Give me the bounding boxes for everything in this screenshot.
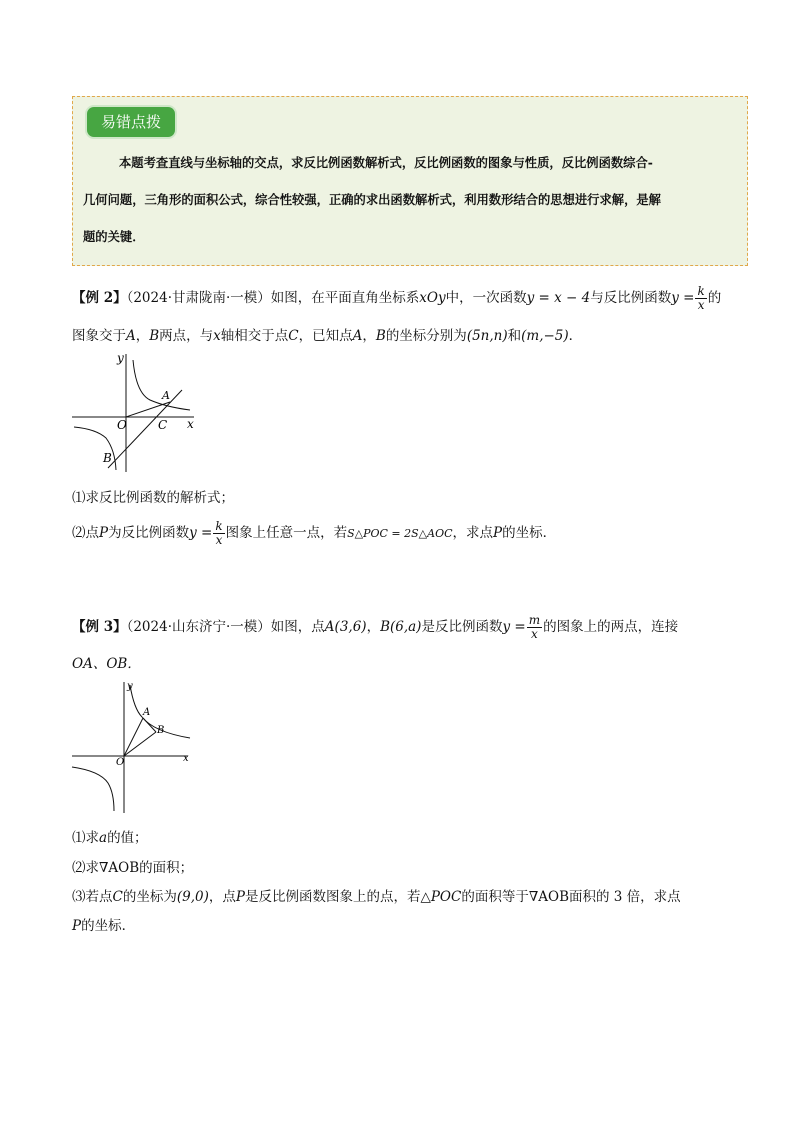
example2-line2c: 轴相交于点 — [220, 328, 289, 344]
example3-q3 — [72, 885, 681, 905]
example3-graph-B: B — [157, 725, 165, 736]
example2-frac-den: x — [697, 298, 705, 312]
example2-line2b: 两点，与 — [159, 328, 214, 344]
example3-q3f: 的坐标． — [81, 918, 136, 934]
example3-hyperbola-q3 — [72, 767, 114, 811]
example3-C: C — [112, 889, 123, 905]
example3-frac-den: x — [530, 627, 538, 641]
example2-q2d: ，求点 — [452, 525, 494, 541]
example2-q2e: 的坐标． — [502, 525, 557, 541]
example2-area-eq: S△POC = 2S△AOC — [347, 527, 453, 540]
example3-end: 的图象上的两点，连接 — [543, 619, 679, 635]
example2-line2e: 的坐标分别为 — [385, 328, 467, 344]
example2-frac-num: k — [697, 284, 705, 298]
example2-graph-y: y — [117, 351, 124, 365]
tip-box — [72, 96, 748, 266]
example2-A: A — [126, 328, 136, 344]
example3-line1 — [72, 614, 678, 641]
example2-P2: P — [493, 525, 503, 541]
tip-badge: 易错点拨 — [87, 107, 175, 137]
example2-label: 【例 2】 — [72, 290, 127, 306]
example2-q2-fraction — [213, 520, 224, 547]
example3-tri: △POC — [420, 889, 462, 905]
example3-graph-x: x — [183, 753, 189, 764]
example3-y-eq: y = — [502, 619, 526, 635]
example2-graph-O: O — [117, 418, 127, 432]
tip-line-2: 几何问题，三角形的面积公式，综合性较强，正确的求出函数解析式，利用数形结合的思想进行求解，是解 — [83, 193, 661, 207]
example2-C: C — [288, 328, 299, 344]
example3-line2: OA、OB． — [72, 656, 141, 672]
example2-comma: ， — [135, 328, 150, 344]
example3-a: a — [99, 830, 108, 846]
example2-P: P — [99, 525, 109, 541]
example2-q2-frac-den: x — [215, 533, 223, 547]
example2-q2-y-eq: y = — [189, 525, 213, 541]
example3-q1 — [72, 826, 148, 846]
example3-graph-y: y — [127, 681, 133, 692]
example3-q2: ⑵求∇AOB的面积； — [72, 860, 194, 876]
example2-xaxis: x — [213, 328, 221, 344]
example3-q3c: ，点 — [208, 889, 236, 905]
example2-xoy: xOy — [419, 290, 446, 306]
example3-label: 【例 3】 — [72, 619, 127, 635]
example2-B2: B — [375, 328, 386, 344]
example2-graph — [70, 350, 200, 475]
example2-linear: y = x − 4 — [526, 290, 591, 306]
example2-end: 的 — [707, 290, 722, 306]
example3-source: （2024·山东济宁·一模） — [126, 619, 271, 635]
example2-and: 和 — [507, 328, 522, 344]
example2-source: （2024·甘肃陇南·一模） — [126, 290, 271, 306]
example3-intro: 如图，点 — [270, 619, 325, 635]
example3-frac-num: m — [528, 613, 541, 627]
example2-intro: 如图，在平面直角坐标系 — [270, 290, 420, 306]
tip-line-1: 本题考查直线与坐标轴的交点，求反比例函数解析式，反比例函数的图象与性质，反比例函数综合- — [119, 156, 653, 170]
example2-graph-B: B — [103, 451, 112, 465]
example3-pA: A(3,6) — [324, 619, 367, 635]
example3-q3d: 是反比例函数图象上的点，若 — [244, 889, 421, 905]
example2-q2a: ⑵点 — [72, 525, 99, 541]
example3-q1a: ⑴求 — [72, 830, 99, 846]
example2-B: B — [149, 328, 160, 344]
example2-coordB: (m,−5) — [521, 328, 569, 344]
example3-P2: P — [72, 918, 82, 934]
example2-q2c: 图象上任意一点，若 — [225, 525, 348, 541]
example2-graph-C: C — [158, 418, 168, 432]
example2-comma2: ， — [362, 328, 376, 344]
tip-text — [83, 145, 739, 256]
example2-q2-frac-num: k — [215, 519, 223, 533]
example2-q1: ⑴求反比例函数的解析式； — [72, 490, 234, 506]
example3-coordC: (9,0) — [176, 889, 209, 905]
example2-mid: 中，一次函数 — [445, 290, 527, 306]
example2-mid2: 与反比例函数 — [590, 290, 672, 306]
example3-mid: 是反比例函数 — [421, 619, 503, 635]
example2-y-eq: y = — [671, 290, 695, 306]
example3-segment-oa — [124, 718, 143, 756]
example2-line2d: ，已知点 — [298, 328, 353, 344]
example2-period: ． — [568, 328, 583, 344]
example3-q3b: 的坐标为 — [122, 889, 177, 905]
example3-q3a: ⑶若点 — [72, 889, 113, 905]
example3-graph-O: O — [116, 757, 125, 768]
example3-segment-ab — [143, 718, 156, 732]
example3-q3e: 的面积等于∇AOB面积的 3 倍，求点 — [461, 889, 681, 905]
example3-q3-cont — [72, 914, 135, 934]
example2-fraction — [695, 285, 706, 312]
tip-line-3: 题的关键． — [83, 230, 145, 244]
example3-P: P — [235, 889, 245, 905]
example3-q1b: 的值； — [107, 830, 148, 846]
example2-q2b: 为反比例函数 — [108, 525, 190, 541]
example2-graph-x: x — [187, 417, 194, 431]
example2-q2 — [72, 520, 556, 547]
example3-segment-ob — [124, 732, 156, 756]
example3-sep: ， — [366, 619, 381, 635]
example3-pB: B(6,a) — [380, 619, 422, 635]
example2-A2: A — [352, 328, 363, 344]
example2-coordA: (5n,n) — [466, 328, 508, 344]
example2-line1 — [72, 285, 721, 312]
example3-fraction — [527, 614, 542, 641]
example3-graph-A: A — [143, 707, 151, 718]
example2-line2-text: 图象交于 — [72, 328, 126, 344]
example2-hyperbola-q1 — [133, 360, 190, 410]
example2-graph-A: A — [162, 389, 170, 402]
example2-line2 — [72, 324, 582, 344]
example3-graph — [70, 677, 195, 815]
